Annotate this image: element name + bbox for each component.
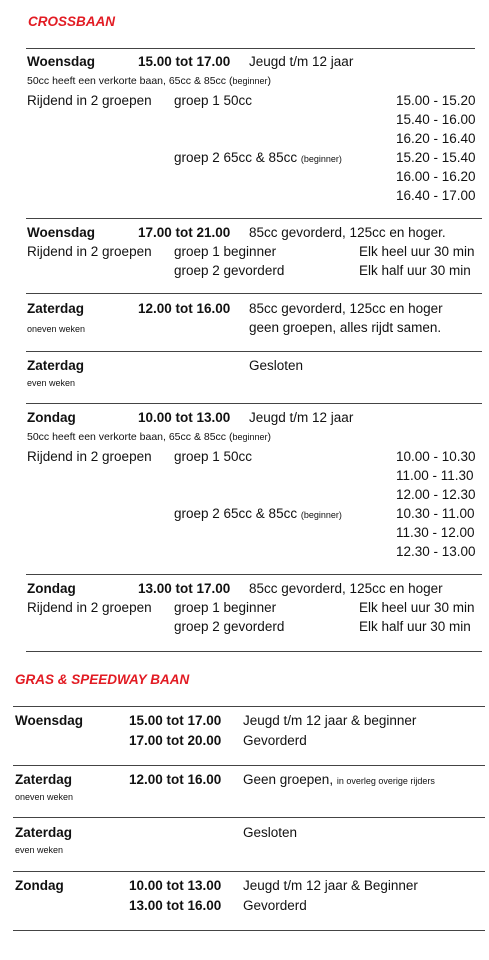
time-range: 10.00 tot 13.00 <box>129 878 222 893</box>
time-range: 12.00 tot 16.00 <box>138 301 231 316</box>
description: geen groepen, alles rijdt samen. <box>249 320 442 335</box>
note: 50cc heeft een verkorte baan, 65cc & 85cc (beginner) <box>27 75 271 87</box>
day-label: Zondag <box>15 878 64 893</box>
group-intro: Rijdend in 2 groepen <box>27 244 152 259</box>
time-slot: 10.00 - 10.30 <box>396 449 476 464</box>
day-label: Zaterdag <box>27 358 85 373</box>
week-note: even weken <box>15 845 64 855</box>
time-slot: 16.20 - 16.40 <box>396 131 476 146</box>
day-label: Zaterdag <box>27 301 85 316</box>
day-label: Woensdag <box>27 54 96 69</box>
description: Gevorderd <box>243 733 307 748</box>
description: Jeugd t/m 12 jaar <box>249 410 354 425</box>
group-2-label: groep 2 65cc & 85cc (beginner) <box>174 150 342 165</box>
time-range: 13.00 tot 17.00 <box>138 581 231 596</box>
group-2-label: groep 2 gevorderd <box>174 263 285 278</box>
frequency: Elk half uur 30 min <box>359 619 471 634</box>
day-label: Zaterdag <box>15 772 73 787</box>
time-range: 12.00 tot 16.00 <box>129 772 222 787</box>
description: Jeugd t/m 12 jaar <box>249 54 354 69</box>
frequency: Elk heel uur 30 min <box>359 244 475 259</box>
divider <box>13 930 485 931</box>
time-range: 10.00 tot 13.00 <box>138 410 231 425</box>
divider <box>26 574 482 575</box>
description: 85cc gevorderd, 125cc en hoger <box>249 301 443 316</box>
divider <box>26 48 475 49</box>
divider <box>26 351 482 352</box>
frequency: Elk heel uur 30 min <box>359 600 475 615</box>
group-intro: Rijdend in 2 groepen <box>27 93 152 108</box>
note: 50cc heeft een verkorte baan, 65cc & 85cc (beginner) <box>27 431 271 443</box>
description: Jeugd t/m 12 jaar & Beginner <box>243 878 418 893</box>
time-range: 15.00 tot 17.00 <box>129 713 222 728</box>
day-label: Zaterdag <box>15 825 73 840</box>
closed-status: Gesloten <box>243 825 298 840</box>
time-range: 13.00 tot 16.00 <box>129 898 222 913</box>
time-slot: 12.00 - 12.30 <box>396 487 476 502</box>
divider <box>26 403 482 404</box>
day-label: Woensdag <box>27 225 96 240</box>
time-range: 17.00 tot 20.00 <box>129 733 222 748</box>
description: 85cc gevorderd, 125cc en hoger. <box>249 225 446 240</box>
time-range: 17.00 tot 21.00 <box>138 225 231 240</box>
time-slot: 16.40 - 17.00 <box>396 188 476 203</box>
group-1-label: groep 1 50cc <box>174 93 253 108</box>
frequency: Elk half uur 30 min <box>359 263 471 278</box>
description: 85cc gevorderd, 125cc en hoger <box>249 581 443 596</box>
closed-status: Gesloten <box>249 358 304 373</box>
time-slot: 10.30 - 11.00 <box>396 506 475 521</box>
group-1-label: groep 1 beginner <box>174 600 277 615</box>
time-slot: 16.00 - 16.20 <box>396 169 476 184</box>
group-intro: Rijdend in 2 groepen <box>27 449 152 464</box>
week-note: oneven weken <box>15 792 74 802</box>
divider <box>13 817 485 818</box>
divider <box>13 765 485 766</box>
section-title-crossbaan: CROSSBAAN <box>28 14 116 29</box>
divider <box>26 293 482 294</box>
group-1-label: groep 1 beginner <box>174 244 277 259</box>
time-slot: 15.00 - 15.20 <box>396 93 476 108</box>
group-2-label: groep 2 65cc & 85cc (beginner) <box>174 506 342 521</box>
group-1-label: groep 1 50cc <box>174 449 253 464</box>
divider <box>26 218 482 219</box>
time-slot: 11.00 - 11.30 <box>396 468 474 483</box>
description: Gevorderd <box>243 898 307 913</box>
time-slot: 15.20 - 15.40 <box>396 150 476 165</box>
divider <box>13 706 485 707</box>
time-slot: 11.30 - 12.00 <box>396 525 475 540</box>
section-title-gras-speedway: GRAS & SPEEDWAY BAAN <box>15 672 190 687</box>
description: Jeugd t/m 12 jaar & beginner <box>243 713 417 728</box>
time-slot: 12.30 - 13.00 <box>396 544 476 559</box>
divider <box>13 871 485 872</box>
day-label: Woensdag <box>15 713 84 728</box>
time-slot: 15.40 - 16.00 <box>396 112 476 127</box>
week-note: even weken <box>27 378 76 388</box>
time-range: 15.00 tot 17.00 <box>138 54 231 69</box>
divider <box>26 651 482 652</box>
group-2-label: groep 2 gevorderd <box>174 619 285 634</box>
group-intro: Rijdend in 2 groepen <box>27 600 152 615</box>
week-note: oneven weken <box>27 324 86 334</box>
day-label: Zondag <box>27 581 76 596</box>
day-label: Zondag <box>27 410 76 425</box>
description: Geen groepen, in overleg overige rijders <box>243 772 435 787</box>
